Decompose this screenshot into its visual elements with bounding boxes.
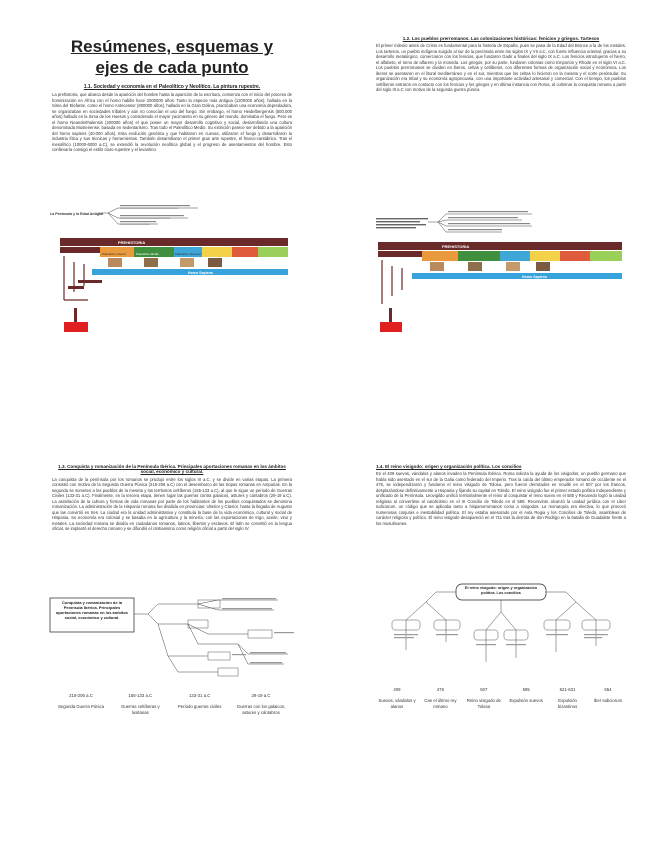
timeline-diagram-1 (48, 200, 298, 340)
visigoth-date-1-year: 409 (393, 687, 401, 693)
visigoth-date-6-year: 654 (604, 687, 612, 693)
prehistoria-label-2: PREHISTORIA (442, 244, 470, 249)
panel-romanizacion (52, 464, 292, 532)
stage-label-3: Paleolítico Superior (175, 252, 202, 256)
roman-box-text: Conquista y romanización de la Península Ibérica. Principales aportaciones romanas en los ámbitos social, económico y cultural. (56, 600, 128, 620)
panel-paleolitico (52, 36, 292, 153)
roman-date-1-label: Segunda Guerra Púnica (57, 704, 105, 710)
roman-date-4-label: Guerras con los galaicos, astures y cántabros (236, 704, 286, 715)
visigoth-date-1-label: Suevos, vándalos y alanos (378, 698, 416, 709)
section-heading-1: 1.1. Sociedad y economía en el Paleolítico y Neolítico. La pintura rupestre. (83, 84, 261, 90)
visigoth-date-2 (422, 682, 458, 709)
prehistoria-bar (60, 238, 288, 246)
roman-date-2 (113, 688, 167, 715)
homo-sapiens-bar-2 (412, 273, 622, 279)
visigoth-dates (378, 682, 624, 709)
prehistoria-label: PREHISTORIA (118, 240, 146, 245)
stage-label-1: Paleolítico Inferior (102, 252, 127, 256)
visigoth-date-3-year: 507 (480, 687, 488, 693)
visigoth-map-lines (406, 592, 596, 662)
roman-date-4-year: 29-19 a.C (251, 693, 271, 699)
timeline-diagram-2 (372, 208, 626, 348)
panel-visigodo (376, 464, 626, 526)
visigoth-date-4-label: Expulsión suevos (509, 698, 543, 704)
visigoth-date-1 (378, 682, 416, 709)
visigoth-date-2-label: Cae el último rey romano (424, 698, 457, 709)
visigoth-date-5 (550, 682, 586, 709)
visigoth-map-nodes (392, 620, 610, 640)
red-marker (64, 322, 88, 332)
red-marker-2 (380, 322, 402, 332)
roman-date-4 (232, 688, 290, 715)
concept-map-roman (48, 594, 298, 684)
left-block-text (376, 218, 428, 228)
timeline-left-label: La Península y la Edad Antigua (50, 212, 104, 216)
visigoth-date-4 (509, 682, 543, 709)
visigoth-date-6 (592, 682, 624, 709)
visigoth-date-5-year: 621-631 (559, 687, 576, 693)
homo-sapiens-label: Homo Sapiens (188, 271, 213, 275)
thumbnails (108, 258, 222, 267)
red-marker-stem (74, 308, 77, 322)
visigoth-map-text (394, 634, 608, 645)
prehistoria-bar-2 (378, 242, 622, 250)
stage-blocks-2 (378, 251, 622, 261)
roman-date-1-year: 218-206 a.C (69, 693, 93, 699)
species-brackets-2 (382, 260, 402, 304)
roman-dates (54, 688, 290, 715)
species-marks (68, 280, 102, 289)
roman-map-lines (134, 600, 288, 672)
roman-date-3 (173, 688, 227, 715)
thumbnails-2 (430, 262, 550, 271)
stage-label-2: Paleolítico Medio (136, 252, 159, 256)
section-heading-4: 1.4. El reino visigodo: origen y organización política. Los concilios (376, 464, 522, 469)
homo-sapiens-label-2: Homo Sapiens (522, 275, 547, 279)
visigoth-box-text: El reino visigodo: origen y organización política. Los concilios (464, 586, 538, 595)
roman-date-3-label: Periodo guerras civiles (177, 704, 222, 710)
roman-date-2-year: 155-133 a.C (128, 693, 153, 699)
section-heading-3: 1.3. Conquista y romanización de la Península Ibérica. Principales aportaciones romanas en los ámbitos social, económico y cultural. (58, 464, 286, 475)
section-heading-2: 1.2. Los pueblos prerromanos. Las colonizaciones históricas: fenicios y griegos. Tartesos (402, 36, 600, 41)
roman-date-1 (54, 688, 108, 715)
visigoth-date-3 (465, 682, 503, 709)
section-text-3: La conquista de la península por los romanos se produjo entre los siglos III a.C. y se divide en varias etapas. La primera consistió con motivo de la Segunda Guerra Púnica (218-206 a.C) con el desembarco de las tropas romanas en Ampurias. En la segunda se someten a los pueblos de la meseta y los territorios celtíberos (155-133 a.C), al que le sigue un periodo de Guerras Civiles (133-31 a.C). Finalmente, en la tercera etapa, tienen lugar las guerras contra galaicos, astures y cántabros (29-19 a.C). La asimilación de la cultura y formas de vida romanas por parte de los habitantes de los pueblos conquistados se denomina romanización. La administración de la Hispania romana fue dividida en provincias: Ulterior y Citerior, hasta la llegada de Augusto que las convirtió en tres. La ciudad era la unidad administrativa y constituía la base de la vida económica, cultural y social de Hispania. Su economía era colonial y se basaba en la agricultura y la minería, con las exportaciones de trigo, aceite, vino y metales. La sociedad romana se dividía en ciudadanos romanos, latinos, libertos y esclavos. El latín se convirtió en la lengua oficial, se implantó el derecho romano y se difundió el cristianismo como religión oficial a partir del siglo IV. (52, 476, 292, 532)
red-marker-stem-2 (389, 308, 392, 322)
page-title: Resúmenes, esquemas y ejes de cada punto (70, 37, 274, 77)
visigoth-date-6-label: Iber Iudiciorum (593, 698, 623, 704)
section-text-1: La prehistoria, que abarca desde la aparición del hombre hasta la aparición de la escritura, comienza con el inicio del proceso de hominización en África con el homo habilis hace 2000000 años. Tanto la especie más antigua (1200000 años), hallada en la Sima del Elefante, como el homo Antecessor (800000 años), hallado en la Gran Dolina, practicaban una economía depredadora, se organizaban en sociedades tribales y aún no conocían el uso del fuego. Sin embargo, el homo Heidelbergensis (500.000 años) hallado en la Sima de los Huesos y considerado el mayor yacimiento en su género del mundo, dominaba el fuego. Pero es el homo Neanderthalensis (200000 años) el que posee un mayor desarrollo cognitivo y social, desarrollando una cultura denominada Musteriense, basada en sedentarismo. Tras todo el Paleolítico Medio. Su extinción parece ser debido a la aparición del homo sapiens (40.000 años). Esta evolución genética y que habitaron en cuevas, utilizaron el fuego y desarrollaron la industria lítica y sus técnicas y herramientas. También desarrollaron el primer gran arte rupestre, el franco-cantábrico. Tras el mesolítico (10000-6000 a.C), se extendió la revolución neolítica global y el progreso de asentamientos del hombre. Esto conllevaría consigo el estilo claro-rupestre y el levantino. (52, 92, 292, 153)
roman-map-nodes (188, 600, 272, 676)
visigoth-date-2-year: 476 (436, 687, 444, 693)
visigoth-date-5-label: Expulsión bizantinos (557, 698, 578, 709)
roman-date-3-year: 133-31 a.C (189, 693, 211, 699)
roman-map-text (222, 598, 294, 663)
section-text-2: El primer milenio antes de Cristo es fundamental para la historia de España, pues se pasa de la Edad del Bronce a la de los metales. Los tartesos, un pueblo indígena surgido al sur de la península entre los siglos IX y VII a.C, con fuerte influencia oriental, gracias a su desarrollo metalúrgico, comerciaron con los fenicios, que fundaron Gadir a finales del siglo IX a.C. Los fenicios introdujeron el hierro, el alfabeto, el torno de alfarero y la moneda. Los griegos, por su parte, fundaron colonias como Emporion y Rhode en el siglo VI a.C. Los pueblos prerromanos se dividen en iberos, celtas y celtíberos, con diferentes formas de organización social y económica. Los iberos se asentaron en el litoral mediterráneo y en el sur, mientras que los celtas lo hicieron en la meseta y el norte peninsular. Su organización era tribal y su economía agropecuaria, con una importante actividad artesanal y comercial. Con el tiempo, los pueblos celtíberos entraron en contacto con los fenicios y los griegos y en última instancia con Roma, al culminar la conquista romana a partir del siglo III a.C con motivo de la segunda guerra púnica. (376, 43, 626, 93)
panel-prerromanos (376, 36, 626, 93)
species-brackets (64, 256, 88, 300)
visigoth-date-3-label: Reino visigodo de Tolosa (466, 698, 501, 709)
roman-date-2-label: Guerras celtíberas y lusitanas (120, 704, 160, 715)
section-text-4: En el 409 suevos, vándalos y alanos invaden la Península Ibérica. Roma solicita la ayuda de los visigodos, un pueblo germano que había sido asentado en el sur de la Galia como federado del Imperio. Tras la caída del último emperador romano de occidente en el 476, se independizaron y fundaron el reino visigodo de Tolosa, pero fueron derrotados en Vouillé en el 507 por los francos, desplazándose definitivamente a Hispania y fijando su capital en Toledo. El reino visigodo fue el primer estado político independiente y unificado de la Península. Leovigildo unificó territorialmente el reino al conquistar el reino suevo en el 585 y Recaredo logró la unidad religiosa al convertirse al catolicismo en el III Concilio de Toledo en el 589. Recesvinto alcanzó la unidad jurídica con el Liber Iudiciorum, un código que se aplicaba tanto a hispanorromanos como a visigodos. La monarquía era electiva, lo que provocó numerosas conjuras e inestabilidad política. El rey estaba asesorado por el Aula Regia y los Concilios de Toledo, asambleas de carácter religioso y político. El reino visigodo desapareció en el 711 tras la derrota de don Rodrigo en la batalla de Guadalete frente a los musulmanes. (376, 471, 626, 526)
visigoth-date-4-year: 585 (522, 687, 530, 693)
concept-map-visigoth (376, 580, 626, 680)
stage-blocks (60, 247, 288, 257)
